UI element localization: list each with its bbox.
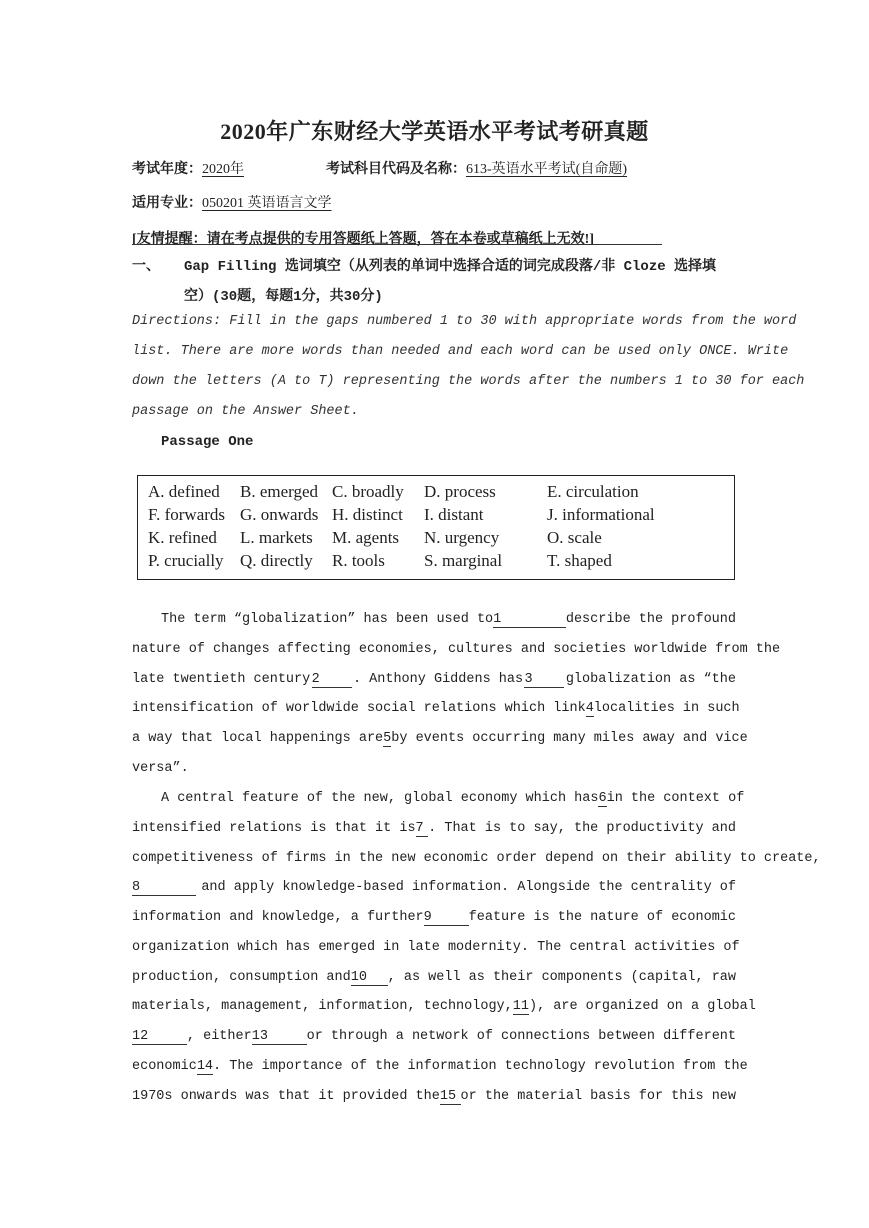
- passage-label: Passage One: [161, 434, 254, 450]
- passage-line: information and knowledge, a further 9 feature is the nature of economic: [132, 910, 736, 925]
- exam-subject-value: 613-英语水平考试(自命题): [466, 162, 627, 177]
- answer-blank: 13: [252, 1029, 307, 1045]
- directions-line-4: passage on the Answer Sheet.: [132, 404, 359, 419]
- word-option: B. emerged: [240, 482, 319, 501]
- word-option: E. circulation: [547, 482, 639, 501]
- word-option: H. distinct: [332, 505, 403, 524]
- section-number: 一、: [132, 259, 160, 274]
- exam-notice: [友情提醒：请在考点提供的专用答题纸上答题，答在本卷或草稿纸上无效!]: [132, 232, 594, 247]
- word-option: K. refined: [148, 528, 217, 547]
- exam-major: [132, 192, 332, 212]
- passage-line: versa”.: [132, 761, 189, 776]
- exam-major-value: 050201 英语语言文学: [202, 196, 332, 211]
- directions-line-2: list. There are more words than needed and each word can be used only ONCE. Write: [132, 344, 789, 359]
- answer-blank: 12: [132, 1029, 187, 1045]
- passage-line: A central feature of the new, global economy which has 6 in the context of: [161, 791, 745, 806]
- section-heading-line1: Gap Filling 选词填空（从列表的单词中选择合适的词完成段落/非 Cloze 选择填: [184, 259, 717, 275]
- word-option: A. defined: [148, 482, 220, 501]
- passage-line: production, consumption and 10 , as well as their components (capital, raw: [132, 970, 736, 985]
- passage-line: organization which has emerged in late modernity. The central activities of: [132, 940, 740, 955]
- exam-year: [132, 158, 244, 178]
- passage-line: 12 , either 13 or through a network of connections between different: [132, 1029, 736, 1044]
- answer-blank: 15: [440, 1089, 461, 1105]
- answer-blank: 10: [351, 970, 388, 986]
- answer-blank: 3: [524, 672, 564, 688]
- word-option: S. marginal: [424, 551, 503, 570]
- word-option: D. process: [424, 482, 496, 501]
- answer-blank: 14: [196, 1059, 214, 1074]
- directions-line-3: down the letters (A to T) representing the words after the numbers 1 to 30 for each: [132, 374, 805, 389]
- word-option: J. informational: [547, 505, 655, 524]
- answer-blank: 6: [598, 791, 607, 806]
- passage-line: intensified relations is that it is 7 . That is to say, the productivity and: [132, 821, 736, 836]
- answer-blank: 11: [512, 999, 529, 1014]
- passage-line: competitiveness of firms in the new economic order depend on their ability to create,: [132, 851, 821, 866]
- word-option: M. agents: [332, 528, 400, 547]
- word-option: G. onwards: [240, 505, 319, 524]
- passage-line: nature of changes affecting economies, cultures and societies worldwide from the: [132, 642, 781, 657]
- passage-line: The term “globalization” has been used to 1 describe the profound: [161, 612, 736, 627]
- answer-blank: 2: [312, 672, 352, 688]
- word-option: Q. directly: [240, 551, 313, 570]
- passage-line: 1970s onwards was that it provided the 15 or the material basis for this new: [132, 1089, 736, 1104]
- answer-blank: 9: [424, 910, 469, 926]
- passage-line: a way that local happenings are 5 by events occurring many miles away and vice: [132, 731, 748, 746]
- notice-underline: [132, 244, 662, 245]
- word-option: P. crucially: [148, 551, 224, 570]
- answer-blank: 5: [383, 731, 392, 746]
- passage-line: 8 and apply knowledge-based information. Alongside the centrality of: [132, 880, 736, 895]
- exam-year-value: 2020年: [202, 162, 244, 177]
- exam-subject-label: 考试科目代码及名称：: [326, 162, 466, 177]
- directions-line-1: Directions: Fill in the gaps numbered 1 to 30 with appropriate words from the word: [132, 314, 797, 329]
- word-option: I. distant: [424, 505, 484, 524]
- word-option: L. markets: [240, 528, 313, 547]
- exam-subject: [326, 158, 627, 178]
- word-option: N. urgency: [424, 528, 500, 547]
- word-option: O. scale: [547, 528, 602, 547]
- word-option: C. broadly: [332, 482, 404, 501]
- exam-year-label: 考试年度：: [132, 162, 202, 177]
- page-title: 2020年广东财经大学英语水平考试考研真题: [220, 119, 649, 144]
- answer-blank: 8: [132, 880, 196, 896]
- answer-blank: 7: [416, 821, 429, 837]
- passage-line: intensification of worldwide social relations which link 4 localities in such: [132, 701, 740, 716]
- word-option: T. shaped: [547, 551, 612, 570]
- word-option: R. tools: [332, 551, 385, 570]
- word-list-box: [137, 475, 735, 580]
- passage-line: economic 14 . The importance of the information technology revolution from the: [132, 1059, 748, 1074]
- answer-blank: 4: [585, 701, 594, 716]
- passage-line: materials, management, information, technology, 11 ), are organized on a global: [132, 999, 756, 1014]
- passage-line: late twentieth century 2 . Anthony Giddens has 3 globalization as “the: [132, 672, 736, 687]
- section-heading-line2: 空）(30题，每题1分，共30分): [184, 289, 383, 305]
- word-option: F. forwards: [148, 505, 226, 524]
- answer-blank: 1: [493, 612, 566, 628]
- exam-major-label: 适用专业：: [132, 196, 202, 211]
